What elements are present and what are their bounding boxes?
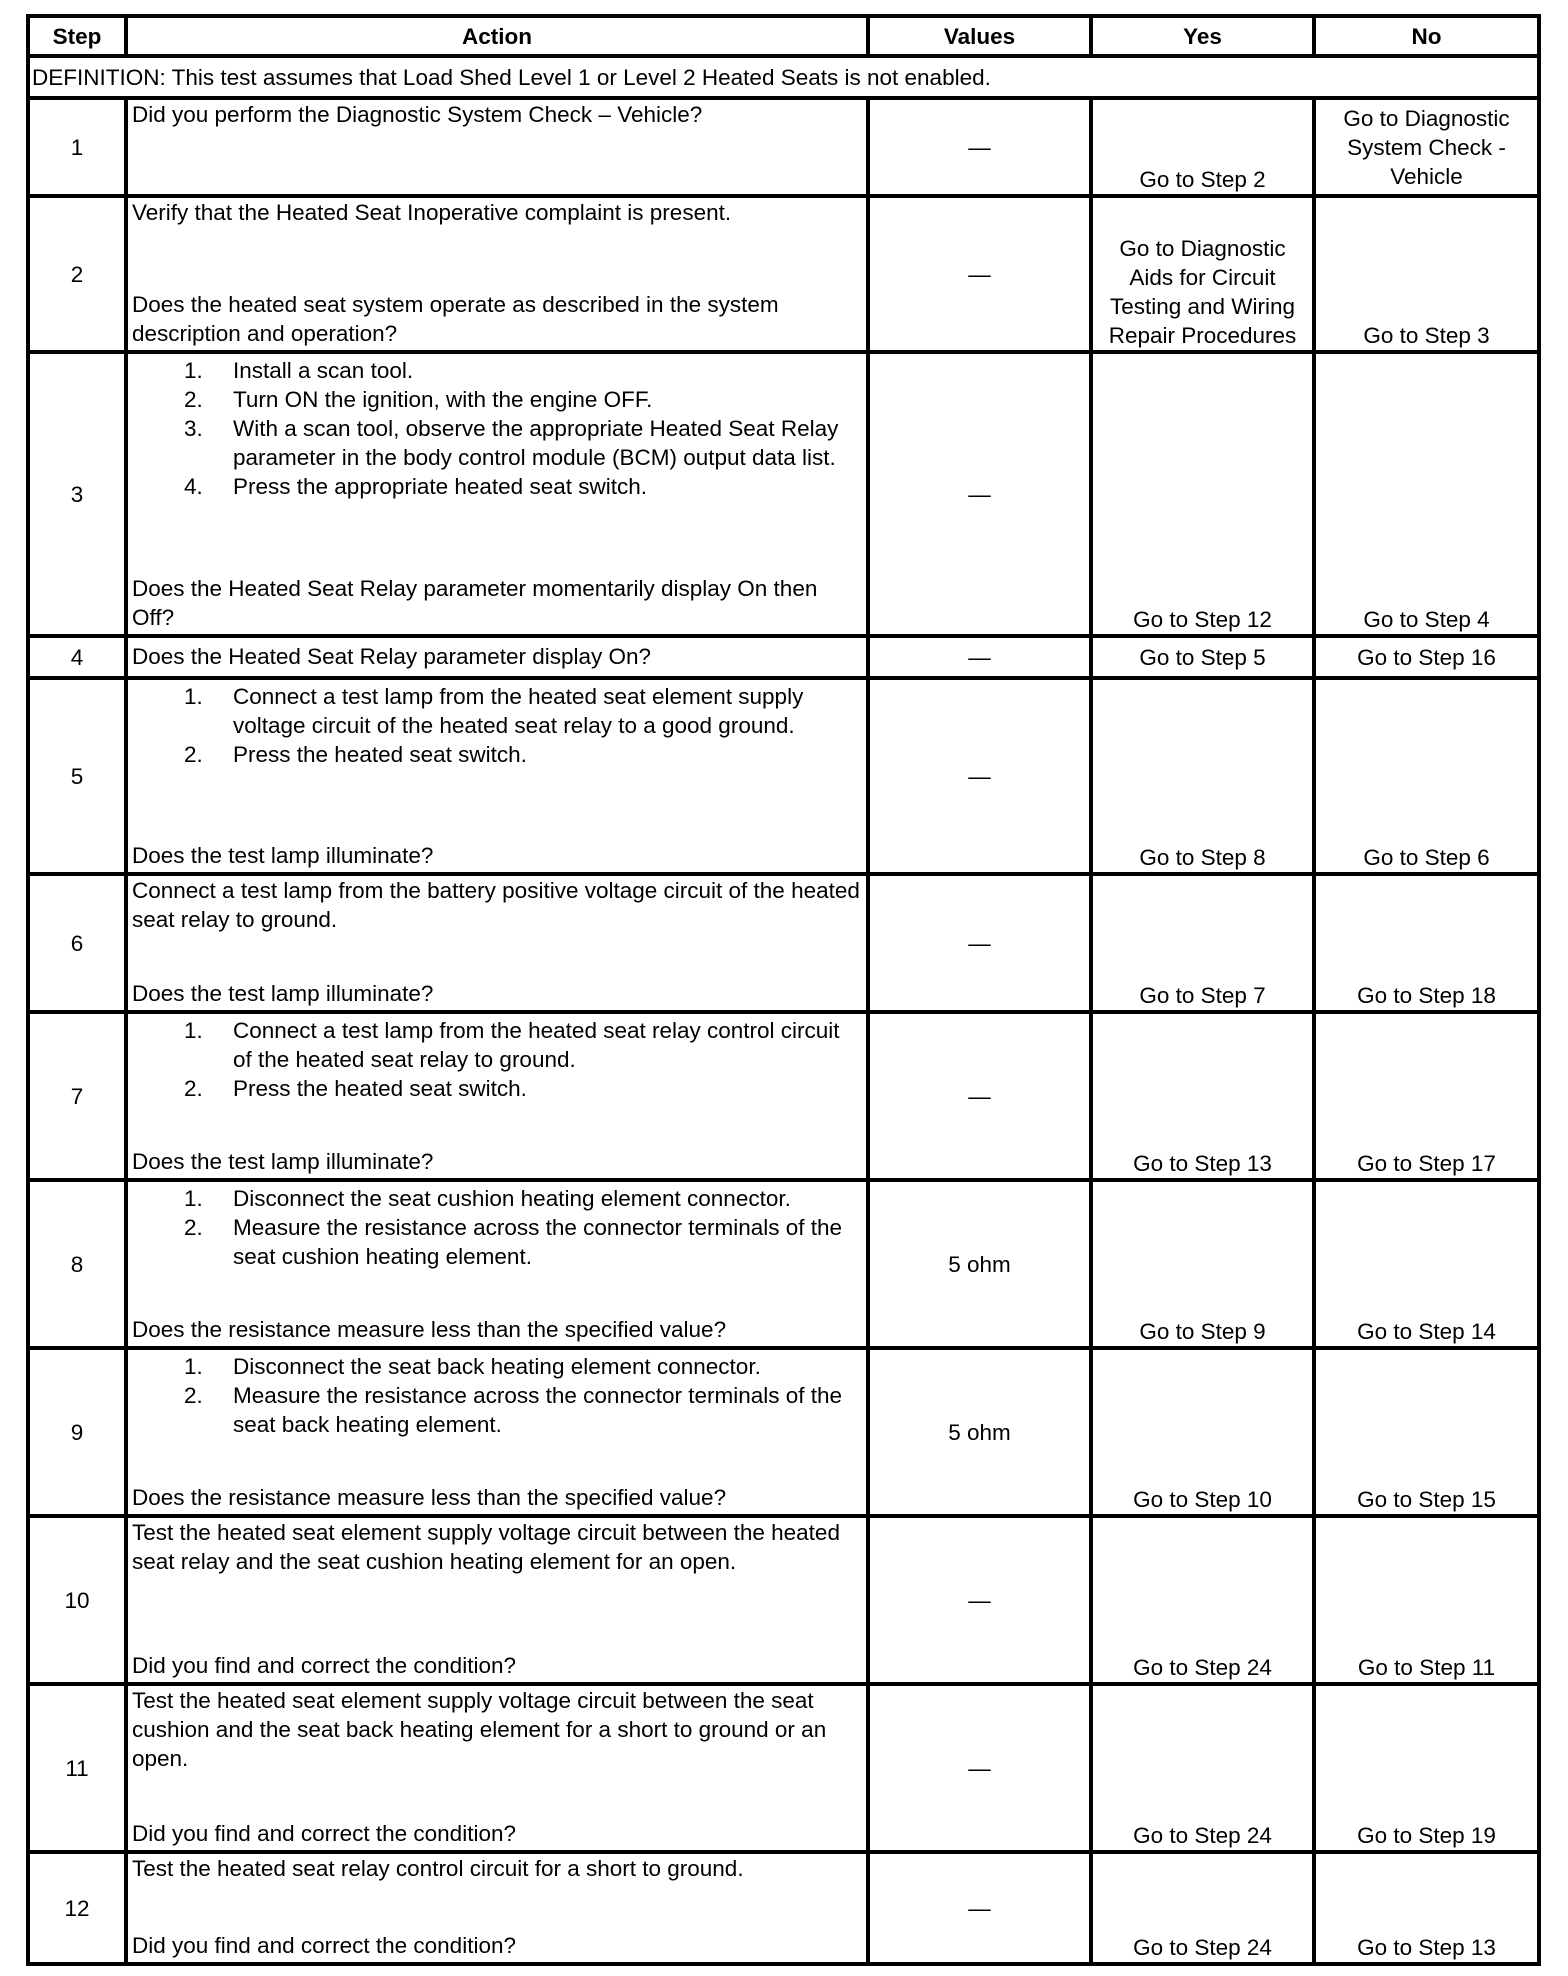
procedure-step xyxy=(132,414,862,472)
action-question: Does the Heated Seat Relay parameter momentarily display On then Off? xyxy=(132,576,818,630)
procedure-step-text: Press the heated seat switch. xyxy=(233,742,527,767)
yes-action: Go to Step 7 xyxy=(1091,874,1314,1012)
table-row xyxy=(28,636,1539,678)
procedure-step xyxy=(132,740,862,769)
value-cell: — xyxy=(868,196,1091,352)
table-row xyxy=(28,1348,1539,1516)
procedure-step-text: Press the heated seat switch. xyxy=(233,1076,527,1101)
value-cell: — xyxy=(868,678,1091,874)
step-number: 9 xyxy=(28,1348,126,1516)
action-question: Does the test lamp illuminate? xyxy=(132,843,434,868)
step-number: 2 xyxy=(28,196,126,352)
step-number: 1 xyxy=(28,98,126,196)
header-row xyxy=(28,16,1539,56)
procedure-step xyxy=(132,1381,862,1439)
procedure-step-text: With a scan tool, observe the appropriate Heated Seat Relay parameter in the body control module (BCM) output data list. xyxy=(233,416,839,470)
yes-action: Go to Step 5 xyxy=(1091,636,1314,678)
procedure-list xyxy=(132,1352,862,1439)
table-row xyxy=(28,1516,1539,1684)
table-row xyxy=(28,874,1539,1012)
yes-action: Go to Step 24 xyxy=(1091,1852,1314,1964)
procedure-step-number: 2. xyxy=(184,1215,203,1240)
procedure-step xyxy=(132,1074,862,1103)
yes-action: Go to Step 12 xyxy=(1091,352,1314,636)
no-action: Go to Step 3 xyxy=(1314,196,1539,352)
no-action: Go to Step 14 xyxy=(1314,1180,1539,1348)
action-cell xyxy=(126,196,868,352)
action-question: Did you find and correct the condition? xyxy=(132,1821,516,1846)
procedure-step-number: 1. xyxy=(184,358,203,383)
yes-action: Go to Step 24 xyxy=(1091,1684,1314,1852)
yes-action: Go to Step 13 xyxy=(1091,1012,1314,1180)
yes-action: Go to Diagnostic Aids for Circuit Testing and Wiring Repair Procedures xyxy=(1091,196,1314,352)
action-instruction: Test the heated seat element supply voltage circuit between the heated seat relay and the seat cushion heating element for an open. xyxy=(132,1520,840,1574)
step-number: 5 xyxy=(28,678,126,874)
table-row xyxy=(28,1012,1539,1180)
procedure-step-number: 2. xyxy=(184,1383,203,1408)
header-values: Values xyxy=(868,16,1091,56)
procedure-step xyxy=(132,1184,862,1213)
action-cell xyxy=(126,1180,868,1348)
no-action: Go to Diagnostic System Check - Vehicle xyxy=(1314,98,1539,196)
step-number: 11 xyxy=(28,1684,126,1852)
value-cell: — xyxy=(868,1852,1091,1964)
procedure-step xyxy=(132,356,862,385)
procedure-step-number: 1. xyxy=(184,1018,203,1043)
value-cell: 5 ohm xyxy=(868,1348,1091,1516)
action-instruction: Did you perform the Diagnostic System Check – Vehicle? xyxy=(132,102,703,127)
no-action: Go to Step 16 xyxy=(1314,636,1539,678)
procedure-step-text: Connect a test lamp from the heated seat element supply voltage circuit of the heated seat relay to a good ground. xyxy=(233,684,804,738)
action-cell xyxy=(126,874,868,1012)
step-number: 8 xyxy=(28,1180,126,1348)
action-cell xyxy=(126,1348,868,1516)
procedure-step xyxy=(132,682,862,740)
step-number: 4 xyxy=(28,636,126,678)
action-question: Did you find and correct the condition? xyxy=(132,1933,516,1958)
action-cell xyxy=(126,98,868,196)
action-cell xyxy=(126,636,868,678)
table-row xyxy=(28,1684,1539,1852)
value-cell: — xyxy=(868,98,1091,196)
header-no: No xyxy=(1314,16,1539,56)
procedure-step-number: 2. xyxy=(184,1076,203,1101)
procedure-step-number: 2. xyxy=(184,387,203,412)
value-cell: — xyxy=(868,352,1091,636)
action-question: Does the test lamp illuminate? xyxy=(132,981,434,1006)
definition-text: DEFINITION: This test assumes that Load Shed Level 1 or Level 2 Heated Seats is not enabled. xyxy=(28,56,1539,98)
action-cell xyxy=(126,1684,868,1852)
procedure-step xyxy=(132,1213,862,1271)
procedure-step-text: Install a scan tool. xyxy=(233,358,414,383)
procedure-step xyxy=(132,385,862,414)
action-instruction: Does the Heated Seat Relay parameter display On? xyxy=(132,643,652,669)
step-number: 12 xyxy=(28,1852,126,1964)
table-row xyxy=(28,1852,1539,1964)
action-question: Does the resistance measure less than the specified value? xyxy=(132,1485,727,1510)
diagnostic-table xyxy=(26,14,1541,1966)
procedure-step-text: Measure the resistance across the connector terminals of the seat back heating element. xyxy=(233,1383,843,1437)
action-question: Does the heated seat system operate as described in the system description and operation? xyxy=(132,292,779,346)
action-cell xyxy=(126,1516,868,1684)
value-cell: — xyxy=(868,874,1091,1012)
procedure-list xyxy=(132,682,862,769)
no-action: Go to Step 13 xyxy=(1314,1852,1539,1964)
procedure-step-number: 1. xyxy=(184,1186,203,1211)
step-number: 6 xyxy=(28,874,126,1012)
procedure-step-text: Disconnect the seat cushion heating element connector. xyxy=(233,1186,791,1211)
table-row xyxy=(28,352,1539,636)
table-row xyxy=(28,196,1539,352)
no-action: Go to Step 6 xyxy=(1314,678,1539,874)
procedure-step-text: Connect a test lamp from the heated seat relay control circuit of the heated seat relay to ground. xyxy=(233,1018,840,1072)
no-action: Go to Step 19 xyxy=(1314,1684,1539,1852)
value-cell: 5 ohm xyxy=(868,1180,1091,1348)
procedure-step-number: 1. xyxy=(184,684,203,709)
procedure-step-text: Turn ON the ignition, with the engine OFF. xyxy=(233,387,653,412)
definition-row xyxy=(28,56,1539,98)
procedure-step xyxy=(132,1352,862,1381)
action-instruction: Test the heated seat element supply voltage circuit between the seat cushion and the seat back heating element for a short to ground or an open. xyxy=(132,1688,827,1771)
no-action: Go to Step 18 xyxy=(1314,874,1539,1012)
action-cell xyxy=(126,1012,868,1180)
diagnostic-table-document xyxy=(26,14,1537,1966)
value-cell: — xyxy=(868,1684,1091,1852)
yes-action: Go to Step 9 xyxy=(1091,1180,1314,1348)
table-row xyxy=(28,1180,1539,1348)
action-instruction: Connect a test lamp from the battery positive voltage circuit of the heated seat relay to ground. xyxy=(132,878,860,932)
procedure-step-number: 4. xyxy=(184,474,203,499)
action-question: Does the resistance measure less than the specified value? xyxy=(132,1317,727,1342)
yes-action: Go to Step 10 xyxy=(1091,1348,1314,1516)
action-instruction: Test the heated seat relay control circuit for a short to ground. xyxy=(132,1856,744,1881)
value-cell: — xyxy=(868,1516,1091,1684)
action-question: Did you find and correct the condition? xyxy=(132,1653,516,1678)
procedure-step xyxy=(132,472,862,501)
procedure-step-text: Disconnect the seat back heating element connector. xyxy=(233,1354,761,1379)
procedure-step-text: Measure the resistance across the connector terminals of the seat cushion heating element. xyxy=(233,1215,843,1269)
no-action: Go to Step 4 xyxy=(1314,352,1539,636)
procedure-list xyxy=(132,1184,862,1271)
yes-action: Go to Step 8 xyxy=(1091,678,1314,874)
action-instruction: Verify that the Heated Seat Inoperative complaint is present. xyxy=(132,200,732,225)
header-step: Step xyxy=(28,16,126,56)
procedure-list xyxy=(132,356,862,501)
no-action: Go to Step 11 xyxy=(1314,1516,1539,1684)
procedure-step-number: 2. xyxy=(184,742,203,767)
step-number: 10 xyxy=(28,1516,126,1684)
no-action: Go to Step 17 xyxy=(1314,1012,1539,1180)
procedure-step-number: 1. xyxy=(184,1354,203,1379)
table-row xyxy=(28,98,1539,196)
table-row xyxy=(28,678,1539,874)
procedure-step-number: 3. xyxy=(184,416,203,441)
procedure-step-text: Press the appropriate heated seat switch. xyxy=(233,474,647,499)
action-cell xyxy=(126,1852,868,1964)
header-yes: Yes xyxy=(1091,16,1314,56)
action-question: Does the test lamp illuminate? xyxy=(132,1149,434,1174)
procedure-list xyxy=(132,1016,862,1103)
value-cell: — xyxy=(868,1012,1091,1180)
action-cell xyxy=(126,352,868,636)
action-cell xyxy=(126,678,868,874)
yes-action: Go to Step 2 xyxy=(1091,98,1314,196)
yes-action: Go to Step 24 xyxy=(1091,1516,1314,1684)
no-action: Go to Step 15 xyxy=(1314,1348,1539,1516)
value-cell: — xyxy=(868,636,1091,678)
step-number: 3 xyxy=(28,352,126,636)
step-number: 7 xyxy=(28,1012,126,1180)
header-action: Action xyxy=(126,16,868,56)
procedure-step xyxy=(132,1016,862,1074)
